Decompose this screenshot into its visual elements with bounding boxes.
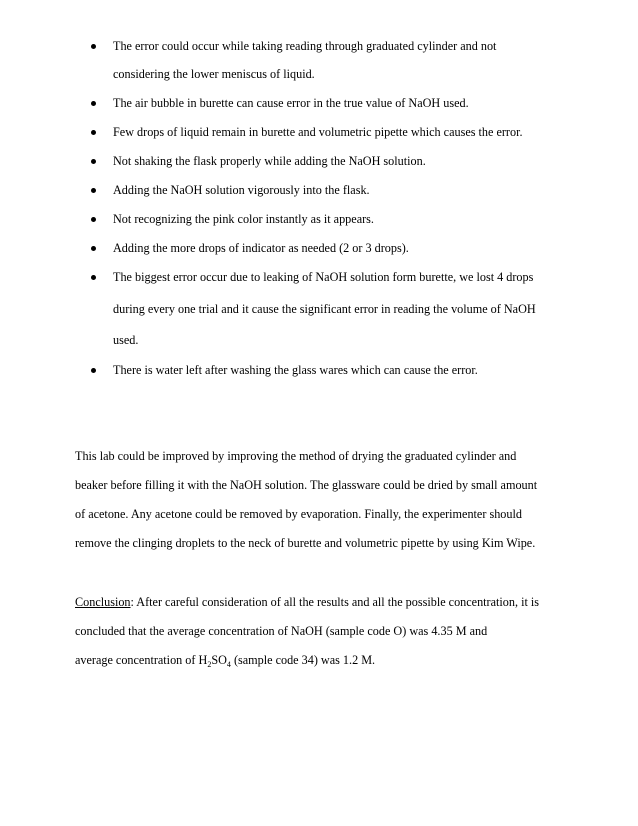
paragraph-line: This lab could be improved by improving the method of drying the graduated cylinder and xyxy=(75,449,517,463)
list-item-line: Adding the NaOH solution vigorously into the flask. xyxy=(113,183,370,197)
bullet-icon xyxy=(91,275,96,280)
paragraph-line xyxy=(75,596,539,608)
bullet-icon xyxy=(91,246,96,251)
conclusion-text: : After careful consideration of all the results and all the possible concentration, it is xyxy=(130,595,540,609)
list-item-line: used. xyxy=(113,333,139,347)
paragraph-line: of acetone. Any acetone could be removed by evaporation. Finally, the experimenter should xyxy=(75,507,522,521)
list-item-line: considering the lower meniscus of liquid. xyxy=(113,67,315,81)
bullet-icon xyxy=(91,217,96,222)
list-item-line: The biggest error occur due to leaking of NaOH solution form burette, we lost 4 drops xyxy=(113,270,534,284)
list-item-line: The error could occur while taking reading through graduated cylinder and not xyxy=(113,39,497,53)
list-item-line: Few drops of liquid remain in burette and volumetric pipette which causes the error. xyxy=(113,125,523,139)
paragraph-line: remove the clinging droplets to the neck of burette and volumetric pipette by using Kim Wipe. xyxy=(75,536,536,550)
bullet-icon xyxy=(91,101,96,106)
list-item-line: during every one trial and it cause the significant error in reading the volume of NaOH xyxy=(113,302,536,316)
list-item-line: The air bubble in burette can cause error in the true value of NaOH used. xyxy=(113,96,469,110)
conclusion-heading: Conclusion xyxy=(75,595,131,609)
bullet-icon xyxy=(91,368,96,373)
conclusion-text: average concentration of H xyxy=(75,653,208,667)
list-item-line: There is water left after washing the glass wares which can cause the error. xyxy=(113,363,478,377)
bullet-icon xyxy=(91,44,96,49)
conclusion-text: (sample code 34) was 1.2 M. xyxy=(230,653,376,667)
bullet-icon xyxy=(91,159,96,164)
conclusion-text: SO xyxy=(211,653,227,667)
list-item-line: Adding the more drops of indicator as needed (2 or 3 drops). xyxy=(113,241,409,255)
subscript: 2 xyxy=(207,660,212,669)
list-item-line: Not shaking the flask properly while adding the NaOH solution. xyxy=(113,154,426,168)
paragraph-line xyxy=(75,653,376,669)
list-item-line: Not recognizing the pink color instantly as it appears. xyxy=(113,212,374,226)
subscript: 4 xyxy=(226,660,231,669)
paragraph-line: beaker before filling it with the NaOH solution. The glassware could be dried by small amount xyxy=(75,478,538,492)
bullet-icon xyxy=(91,188,96,193)
bullet-icon xyxy=(91,130,96,135)
paragraph-line: concluded that the average concentration of NaOH (sample code O) was 4.35 M and xyxy=(75,624,488,638)
